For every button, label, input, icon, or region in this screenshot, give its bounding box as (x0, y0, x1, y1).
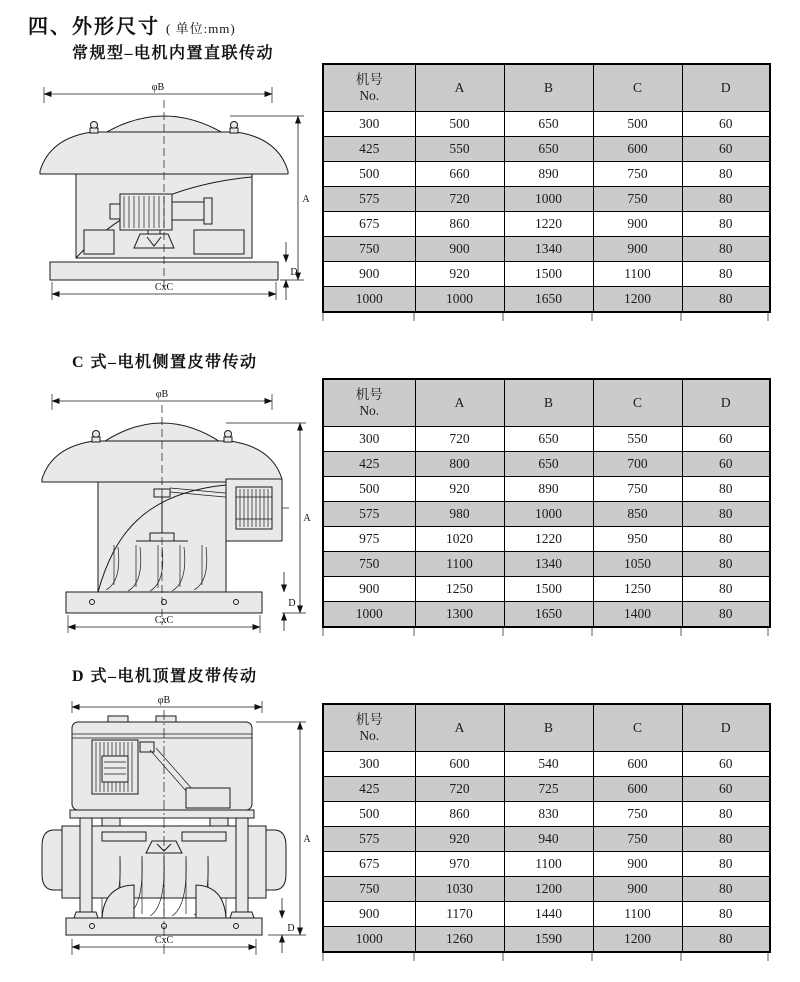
dim-label-d: D (287, 923, 295, 934)
dim-label-cxc: CxC (154, 282, 174, 293)
table-cell: 1220 (504, 527, 593, 552)
table-cell: 720 (415, 427, 504, 452)
table-cell: 80 (682, 262, 770, 287)
table-cell: 890 (504, 477, 593, 502)
table-cell: 80 (682, 852, 770, 877)
table-cell: 1100 (593, 902, 682, 927)
table-cell: 1000 (323, 287, 415, 313)
table-cell: 600 (415, 752, 504, 777)
dimensions-table-c-type (322, 378, 771, 636)
table-cell: 750 (593, 162, 682, 187)
dimensions-table-d-type (322, 703, 771, 961)
section-heading-d-type: D 式–电机顶置皮带传动 (72, 668, 258, 685)
table-row (323, 577, 770, 602)
col-header-no-en: No. (359, 728, 380, 743)
table-row (323, 902, 770, 927)
table-cell: 750 (593, 802, 682, 827)
col-header-b: B (504, 704, 593, 752)
page-title (28, 10, 236, 39)
base-plate (66, 592, 262, 613)
col-header-no-cn: 机号 (355, 71, 383, 87)
col-header-no (323, 704, 415, 752)
table-cell: 575 (323, 502, 415, 527)
table-cell: 1000 (504, 502, 593, 527)
table-cell: 975 (323, 527, 415, 552)
table-cell: 1050 (593, 552, 682, 577)
table-cell: 650 (504, 427, 593, 452)
table-cell: 600 (593, 777, 682, 802)
table-cell: 900 (415, 237, 504, 262)
table-cell: 900 (323, 902, 415, 927)
table-cell: 425 (323, 452, 415, 477)
table-cell: 425 (323, 137, 415, 162)
table-row (323, 777, 770, 802)
table-cell: 1300 (415, 602, 504, 628)
col-header-no-cn: 机号 (355, 711, 383, 727)
table-cell: 950 (593, 527, 682, 552)
table-header-row (323, 379, 770, 427)
table-cell: 550 (593, 427, 682, 452)
table-header-row (323, 64, 770, 112)
unit-note: ( 单位:mm) (166, 21, 236, 36)
table-cell: 1100 (593, 262, 682, 287)
table-cell: 1170 (415, 902, 504, 927)
table-cell: 1200 (593, 927, 682, 953)
table-cell: 60 (682, 112, 770, 137)
table-cell: 650 (504, 137, 593, 162)
col-header-no-cn: 机号 (355, 386, 383, 402)
table-cell: 80 (682, 162, 770, 187)
table-cell: 660 (415, 162, 504, 187)
table-bottom-stub (322, 953, 769, 961)
table-row (323, 852, 770, 877)
table-row (323, 827, 770, 852)
dim-label-phib: φB (157, 696, 171, 706)
diagram-standard-direct-drive (14, 74, 314, 304)
table-cell: 1250 (593, 577, 682, 602)
table-row (323, 602, 770, 628)
table-cell: 500 (323, 477, 415, 502)
table-cell: 750 (323, 237, 415, 262)
section-heading-c-type: C 式–电机侧置皮带传动 (72, 354, 258, 371)
dim-d (286, 242, 298, 300)
table-row (323, 452, 770, 477)
table-cell: 80 (682, 802, 770, 827)
dim-label-phib: φB (151, 82, 165, 93)
table-cell: 970 (415, 852, 504, 877)
dim-label-cxc: CxC (154, 935, 174, 946)
table-cell: 1000 (323, 602, 415, 628)
table-cell: 60 (682, 452, 770, 477)
table-row (323, 877, 770, 902)
col-header-c: C (593, 704, 682, 752)
table-cell: 1590 (504, 927, 593, 953)
table-cell: 675 (323, 852, 415, 877)
table-cell: 1020 (415, 527, 504, 552)
diagram-d-type-top-belt (14, 696, 314, 964)
table-cell: 1200 (593, 287, 682, 313)
table-row (323, 212, 770, 237)
table-cell: 900 (593, 877, 682, 902)
table-cell: 1100 (504, 852, 593, 877)
table-cell: 80 (682, 927, 770, 953)
table-row (323, 187, 770, 212)
table-row (323, 502, 770, 527)
table-cell: 900 (593, 237, 682, 262)
table-cell: 300 (323, 112, 415, 137)
col-header-a: A (415, 704, 504, 752)
table-cell: 900 (323, 577, 415, 602)
table-cell: 500 (323, 802, 415, 827)
table-row (323, 137, 770, 162)
table-cell: 720 (415, 777, 504, 802)
table-cell: 830 (504, 802, 593, 827)
table-cell: 750 (593, 477, 682, 502)
col-header-a: A (415, 379, 504, 427)
dim-label-d: D (288, 598, 296, 609)
table-bottom-stub (322, 313, 769, 321)
table-row (323, 927, 770, 953)
table-cell: 1440 (504, 902, 593, 927)
table-cell: 80 (682, 502, 770, 527)
table-cell: 60 (682, 137, 770, 162)
table-cell: 900 (593, 852, 682, 877)
dim-phib (72, 696, 262, 713)
table-row (323, 802, 770, 827)
table-cell: 500 (323, 162, 415, 187)
table-cell: 890 (504, 162, 593, 187)
table-cell: 860 (415, 802, 504, 827)
dim-label-a: A (302, 194, 310, 205)
table-cell: 500 (593, 112, 682, 137)
table-cell: 1650 (504, 287, 593, 313)
dim-cxc (68, 615, 260, 633)
page-title-text: 四、外形尺寸 (28, 16, 160, 38)
table-cell: 60 (682, 752, 770, 777)
table-cell: 1500 (504, 577, 593, 602)
table-cell: 550 (415, 137, 504, 162)
col-header-c: C (593, 64, 682, 112)
table-cell: 80 (682, 477, 770, 502)
table-cell: 920 (415, 262, 504, 287)
table-row (323, 477, 770, 502)
table-cell: 575 (323, 827, 415, 852)
table-row (323, 237, 770, 262)
table-row (323, 427, 770, 452)
col-header-b: B (504, 64, 593, 112)
table-cell: 575 (323, 187, 415, 212)
table-cell: 1260 (415, 927, 504, 953)
dim-phib (44, 82, 272, 103)
table-cell: 920 (415, 827, 504, 852)
table-cell: 300 (323, 427, 415, 452)
table-cell: 60 (682, 427, 770, 452)
table-cell: 80 (682, 287, 770, 313)
table-cell: 1100 (415, 552, 504, 577)
table-cell: 1000 (323, 927, 415, 953)
col-header-no (323, 64, 415, 112)
table-cell: 500 (415, 112, 504, 137)
dim-d (284, 572, 296, 631)
dim-label-phib: φB (155, 389, 169, 400)
table-cell: 720 (415, 187, 504, 212)
table-cell: 1400 (593, 602, 682, 628)
table-row (323, 552, 770, 577)
table-cell: 675 (323, 212, 415, 237)
col-header-d: D (682, 379, 770, 427)
table-cell: 1200 (504, 877, 593, 902)
table-row (323, 262, 770, 287)
table-cell: 80 (682, 187, 770, 212)
table-cell: 80 (682, 212, 770, 237)
table-cell: 700 (593, 452, 682, 477)
table-cell: 1500 (504, 262, 593, 287)
table-cell: 1650 (504, 602, 593, 628)
table-cell: 300 (323, 752, 415, 777)
table-cell: 750 (323, 552, 415, 577)
table-cell: 900 (323, 262, 415, 287)
motor (226, 479, 289, 541)
dim-label-cxc: CxC (154, 615, 174, 626)
table-cell: 60 (682, 777, 770, 802)
col-header-no-en: No. (359, 403, 380, 418)
table-cell: 540 (504, 752, 593, 777)
table-row (323, 162, 770, 187)
table-cell: 1340 (504, 552, 593, 577)
col-header-c: C (593, 379, 682, 427)
table-cell: 1030 (415, 877, 504, 902)
table-row (323, 287, 770, 313)
dim-d (282, 898, 295, 953)
dimensions-table-standard (322, 63, 771, 321)
table-cell: 650 (504, 452, 593, 477)
dim-label-a: A (303, 513, 311, 524)
table-cell: 80 (682, 527, 770, 552)
table-bottom-stub (322, 628, 769, 636)
table-cell: 725 (504, 777, 593, 802)
dim-cxc (52, 282, 276, 300)
table-cell: 600 (593, 137, 682, 162)
table-cell: 860 (415, 212, 504, 237)
col-header-d: D (682, 704, 770, 752)
table-cell: 1220 (504, 212, 593, 237)
dim-label-d: D (290, 267, 298, 278)
table-cell: 750 (593, 827, 682, 852)
table-cell: 1000 (415, 287, 504, 313)
table-cell: 80 (682, 552, 770, 577)
table-cell: 850 (593, 502, 682, 527)
table-cell: 1340 (504, 237, 593, 262)
table-cell: 80 (682, 877, 770, 902)
table-cell: 750 (323, 877, 415, 902)
section-heading-standard: 常规型–电机内置直联传动 (72, 45, 275, 62)
table-cell: 600 (593, 752, 682, 777)
table-cell: 980 (415, 502, 504, 527)
col-header-a: A (415, 64, 504, 112)
col-header-d: D (682, 64, 770, 112)
col-header-no-en: No. (359, 88, 380, 103)
table-cell: 920 (415, 477, 504, 502)
table-cell: 80 (682, 602, 770, 628)
table-cell: 750 (593, 187, 682, 212)
table-cell: 80 (682, 577, 770, 602)
table-cell: 650 (504, 112, 593, 137)
table-cell: 80 (682, 827, 770, 852)
col-header-no (323, 379, 415, 427)
table-cell: 80 (682, 902, 770, 927)
table-cell: 940 (504, 827, 593, 852)
dim-label-a: A (303, 834, 311, 845)
table-cell: 80 (682, 237, 770, 262)
col-header-b: B (504, 379, 593, 427)
table-cell: 1250 (415, 577, 504, 602)
table-cell: 1000 (504, 187, 593, 212)
table-row (323, 527, 770, 552)
diagram-c-type-side-belt (14, 385, 314, 635)
table-row (323, 112, 770, 137)
table-cell: 900 (593, 212, 682, 237)
table-cell: 425 (323, 777, 415, 802)
table-cell: 800 (415, 452, 504, 477)
table-header-row (323, 704, 770, 752)
table-row (323, 752, 770, 777)
